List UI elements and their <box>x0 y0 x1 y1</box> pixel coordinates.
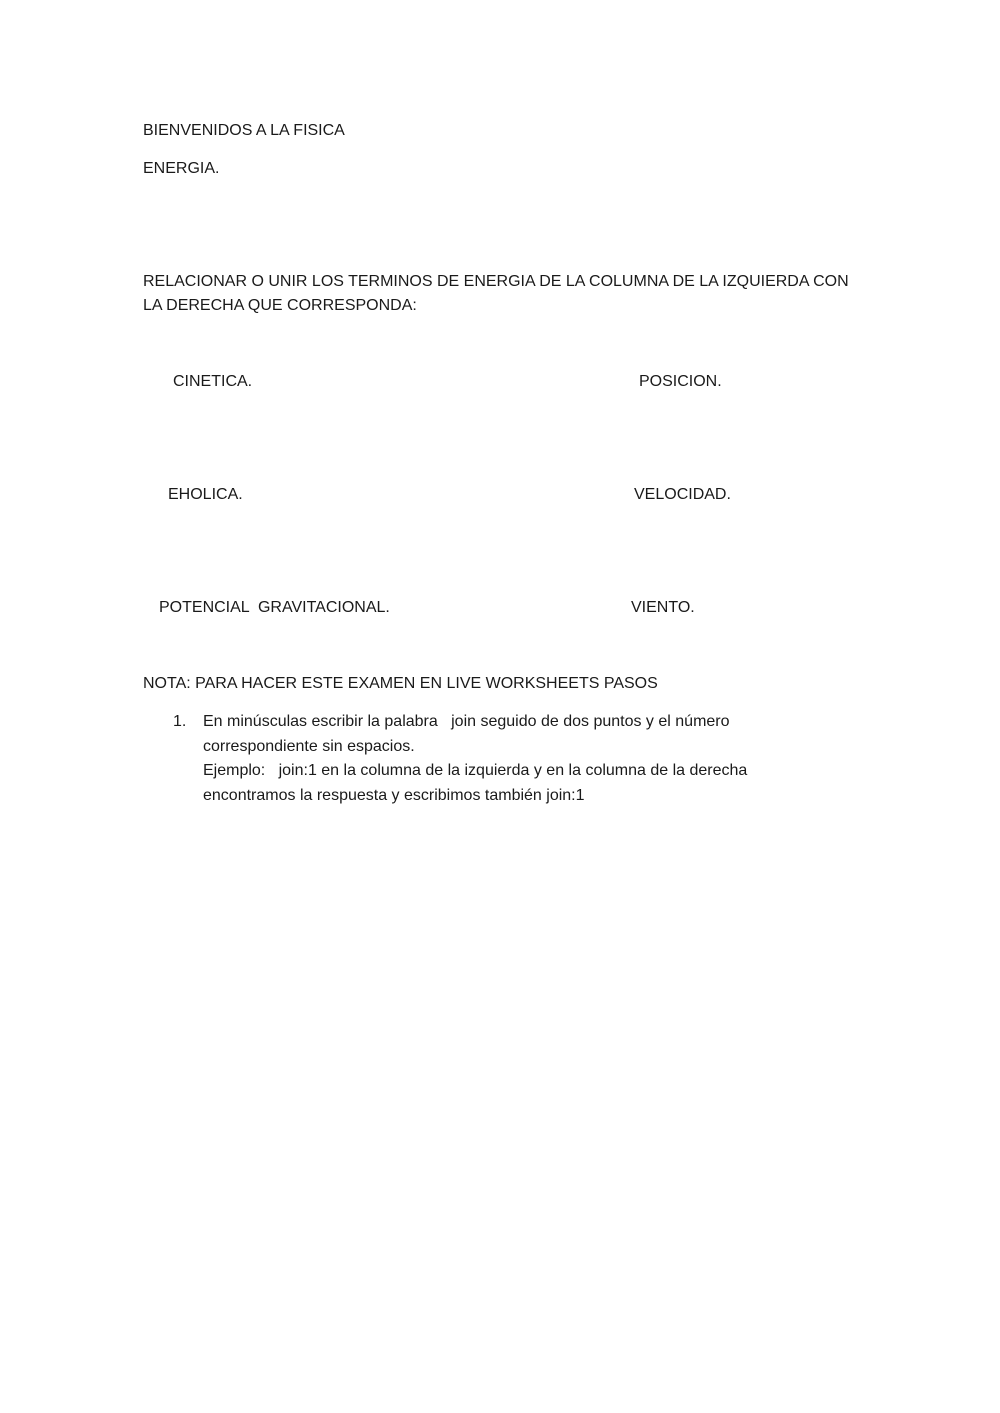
step-body <box>203 710 813 808</box>
left-term-2: EHOLICA. <box>168 486 243 503</box>
instructions-text: RELACIONAR O UNIR LOS TERMINOS DE ENERGIA DE LA COLUMNA DE LA IZQUIERDA CON LA DERECHA QUE CORRESPONDA: <box>143 273 849 314</box>
note-heading: NOTA: PARA HACER ESTE EXAMEN EN LIVE WORKSHEETS PASOS <box>143 675 658 692</box>
step-paragraph-2: Ejemplo: join:1 en la columna de la izquierda y en la columna de la derecha encontramos la respuesta y escribimos también join:1 <box>203 762 752 804</box>
left-term-3: POTENCIAL GRAVITACIONAL. <box>159 599 390 616</box>
list-item <box>173 710 813 808</box>
left-term-1: CINETICA. <box>173 373 253 390</box>
steps-list <box>173 710 813 808</box>
right-term-2: VELOCIDAD. <box>634 486 731 503</box>
right-term-1: POSICION. <box>639 373 722 390</box>
document-title: BIENVENIDOS A LA FISICA <box>143 122 345 139</box>
step-paragraph-1: En minúsculas escribir la palabra join seguido de dos puntos y el número correspondiente sin espacios. <box>203 713 734 755</box>
document-subtitle: ENERGIA. <box>143 160 220 177</box>
step-number: 1. <box>173 713 187 730</box>
right-term-3: VIENTO. <box>631 599 695 616</box>
